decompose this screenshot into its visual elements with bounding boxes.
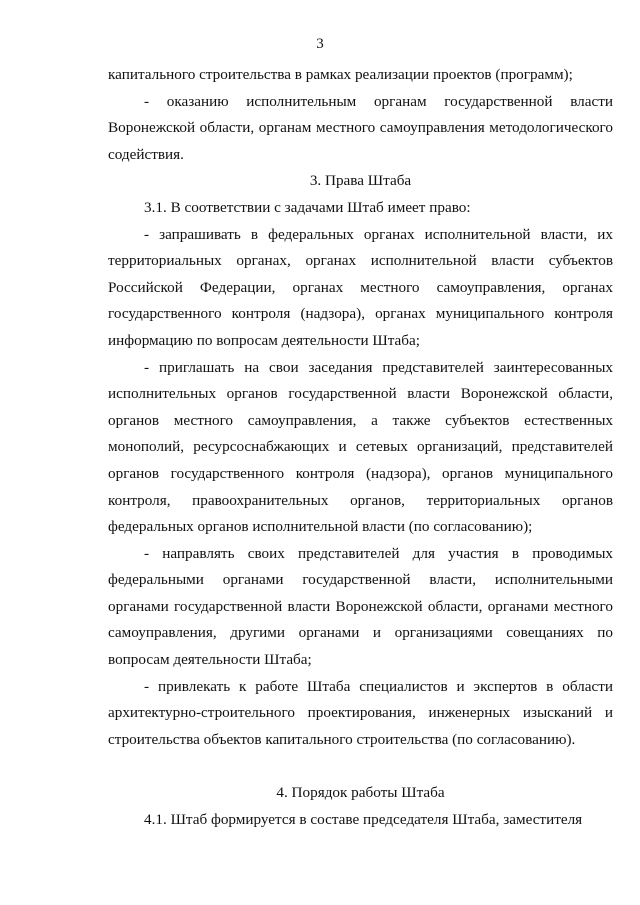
list-item-invite-representatives: - приглашать на свои заседания представителей заинтересованных исполнительных органов государственной власти Воронежской области, органов местного самоуправления, а также субъектов естественных монополий, ресурсоснабжающих и сетевых организаций, представителей органов государственного контроля (надзора), органов муниципального контроля, правоохранительных органов, территориальных органов федеральных органов исполнительной власти (по согласованию); — [108, 358, 613, 536]
clause-4-1: 4.1. Штаб формируется в составе председателя Штаба, заместителя — [144, 811, 583, 829]
list-item-methodological-support: - оказанию исполнительным органам государственной власти Воронежской области, органам местного самоуправления методологического содействия. — [108, 92, 613, 163]
spacer — [108, 753, 613, 780]
list-item-involve-experts: - привлекать к работе Штаба специалистов и экспертов в области архитектурно-строительного проектирования, инженерных изысканий и строительства объектов капитального строительства (по согласованию). — [108, 677, 613, 748]
section-heading-procedure: 4. Порядок работы Штаба — [276, 784, 445, 802]
list-item-send-representatives: - направлять своих представителей для участия в проводимых федеральными органами государственной власти, исполнительными органами государственной власти Воронежской области, органами местного самоуправления, другими органами и организациями совещаниях по вопросам деятельности Штаба; — [108, 544, 613, 669]
document-body — [108, 62, 613, 834]
paragraph-continuation: капитального строительства в рамках реализации проектов (программ); — [108, 66, 573, 83]
list-item-request-information: - запрашивать в федеральных органах исполнительной власти, их территориальных органах, органах исполнительной власти субъектов Российской Федерации, органах местного самоуправления, органах государственного контроля (надзора), органах муниципального контроля информацию по вопросам деятельности Штаба; — [108, 225, 613, 349]
page-number: 3 — [316, 36, 324, 52]
section-heading-rights: 3. Права Штаба — [309, 172, 412, 190]
clause-3-1: 3.1. В соответствии с задачами Штаб имеет право: — [144, 198, 471, 216]
